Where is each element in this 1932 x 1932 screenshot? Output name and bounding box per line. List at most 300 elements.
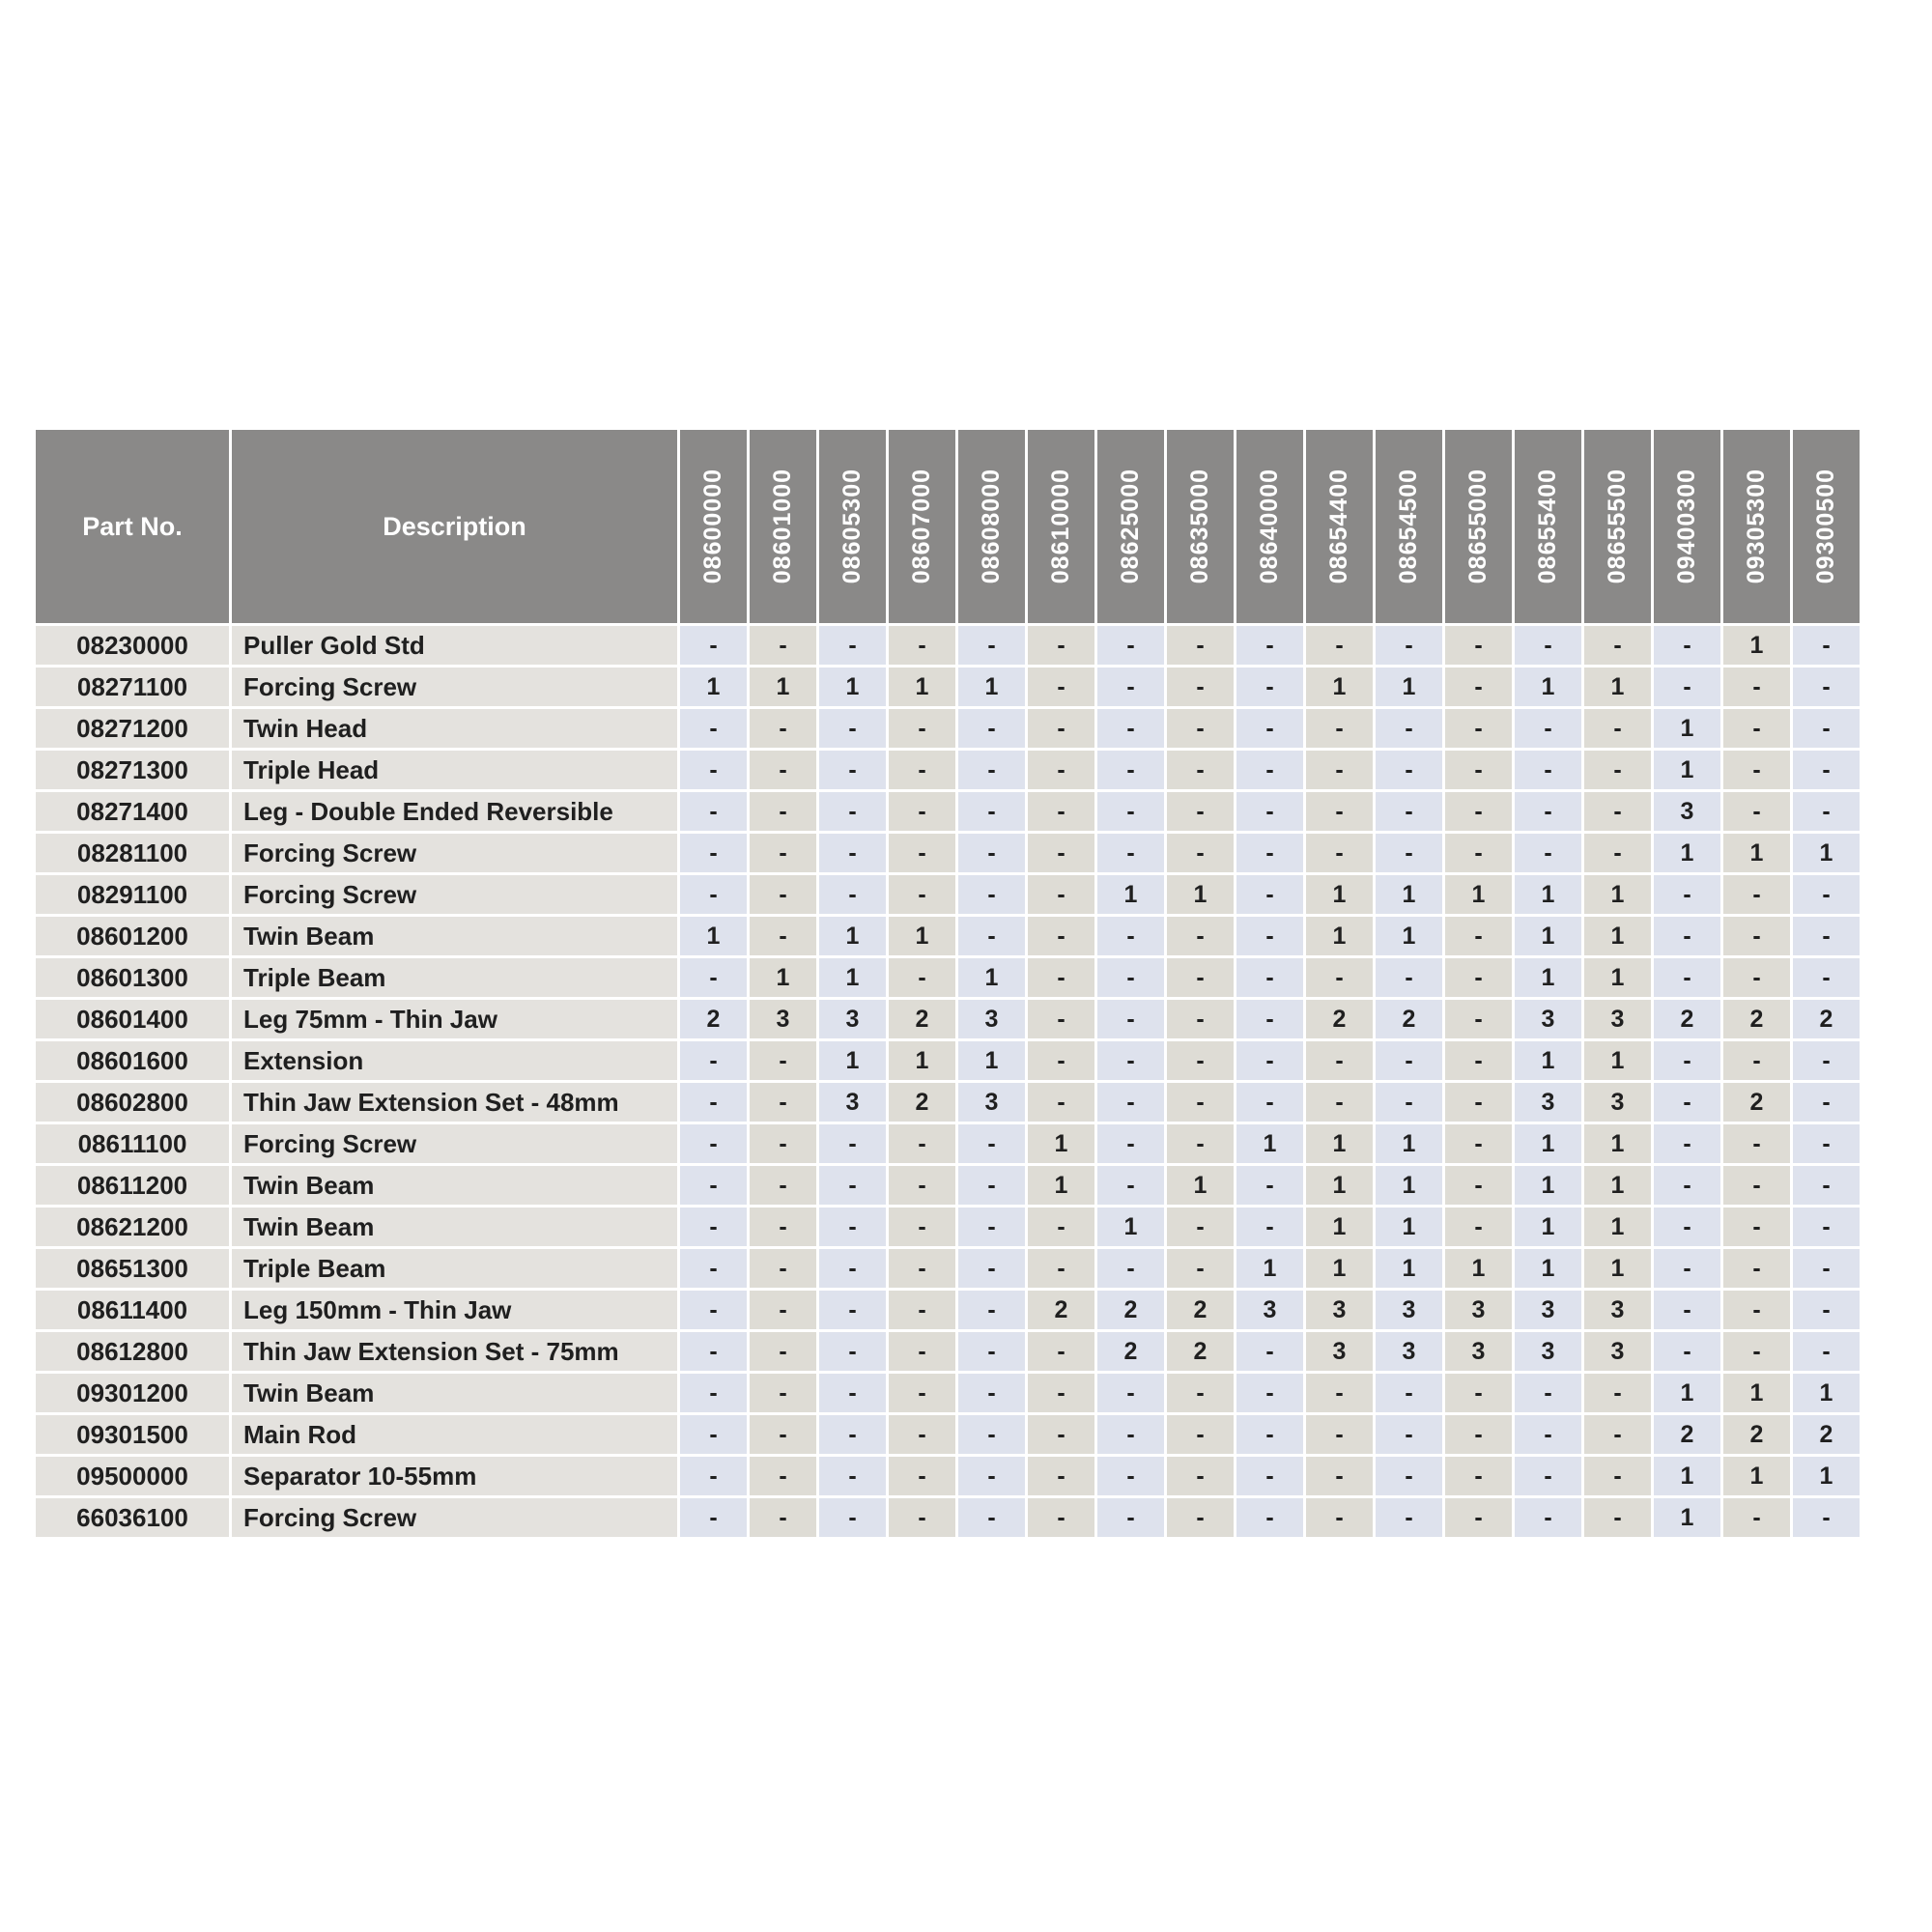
quantity-cell: - — [958, 834, 1025, 872]
quantity-cell: 2 — [1097, 1332, 1164, 1371]
quantity-cell: 1 — [1306, 1166, 1373, 1205]
row-description: Twin Head — [232, 709, 677, 748]
set-column-header — [1097, 430, 1164, 623]
quantity-cell: - — [1584, 709, 1651, 748]
quantity-cell: - — [1306, 709, 1373, 748]
quantity-cell: 1 — [680, 668, 747, 706]
quantity-cell: - — [958, 1124, 1025, 1163]
quantity-cell: - — [1584, 1415, 1651, 1454]
quantity-cell: - — [1028, 668, 1094, 706]
quantity-cell: - — [1723, 875, 1790, 914]
row-description: Twin Beam — [232, 1374, 677, 1412]
quantity-cell: - — [889, 1249, 955, 1288]
quantity-cell: 1 — [1306, 917, 1373, 955]
quantity-cell: 1 — [1515, 1208, 1581, 1246]
quantity-cell: 1 — [1723, 834, 1790, 872]
quantity-cell: - — [1028, 1498, 1094, 1537]
quantity-cell: - — [680, 1498, 747, 1537]
quantity-cell: - — [958, 1166, 1025, 1205]
quantity-cell: - — [680, 1374, 747, 1412]
quantity-cell: - — [1793, 1083, 1860, 1122]
quantity-cell: - — [958, 1332, 1025, 1371]
quantity-cell: - — [1723, 1249, 1790, 1288]
quantity-cell: 3 — [1306, 1291, 1373, 1329]
quantity-cell: 1 — [958, 668, 1025, 706]
quantity-cell: - — [1167, 1000, 1234, 1038]
quantity-cell: 3 — [750, 1000, 816, 1038]
quantity-cell: - — [1028, 1332, 1094, 1371]
quantity-cell: - — [1236, 1208, 1303, 1246]
row-description: Puller Gold Std — [232, 626, 677, 665]
quantity-cell: 1 — [1167, 1166, 1234, 1205]
quantity-cell: - — [750, 834, 816, 872]
quantity-cell: - — [1236, 1498, 1303, 1537]
quantity-cell: 3 — [1584, 1000, 1651, 1038]
quantity-cell: - — [1306, 1457, 1373, 1495]
quantity-cell: - — [1376, 1498, 1442, 1537]
quantity-cell: - — [1097, 958, 1164, 997]
quantity-cell: - — [1654, 668, 1720, 706]
quantity-cell: 2 — [1723, 1000, 1790, 1038]
set-column-header — [1723, 430, 1790, 623]
quantity-cell: 1 — [1515, 1249, 1581, 1288]
quantity-cell: 1 — [680, 917, 747, 955]
quantity-cell: - — [1167, 834, 1234, 872]
quantity-cell: - — [1654, 1332, 1720, 1371]
row-part-no: 08612800 — [36, 1332, 229, 1371]
quantity-cell: - — [1376, 1457, 1442, 1495]
row-description: Twin Beam — [232, 917, 677, 955]
quantity-cell: - — [1167, 709, 1234, 748]
quantity-cell: 3 — [1654, 792, 1720, 831]
quantity-cell: - — [1723, 1498, 1790, 1537]
set-column-header — [819, 430, 886, 623]
quantity-cell: 3 — [1445, 1291, 1512, 1329]
quantity-cell: 1 — [750, 668, 816, 706]
quantity-cell: - — [1236, 668, 1303, 706]
quantity-cell: - — [1097, 1166, 1164, 1205]
quantity-cell: - — [1236, 1166, 1303, 1205]
quantity-cell: - — [819, 834, 886, 872]
quantity-cell: - — [958, 875, 1025, 914]
quantity-cell: - — [1654, 1083, 1720, 1122]
quantity-cell: 1 — [1515, 1166, 1581, 1205]
quantity-cell: - — [1028, 626, 1094, 665]
rotated-header-text: 08607000 — [908, 469, 935, 584]
quantity-cell: - — [1445, 751, 1512, 789]
quantity-cell: - — [1097, 751, 1164, 789]
quantity-cell: - — [1584, 626, 1651, 665]
quantity-cell: 1 — [958, 1041, 1025, 1080]
quantity-cell: - — [1306, 1041, 1373, 1080]
quantity-cell: 2 — [1793, 1000, 1860, 1038]
quantity-cell: 1 — [1306, 875, 1373, 914]
set-column-header — [958, 430, 1025, 623]
quantity-cell: 1 — [1376, 875, 1442, 914]
quantity-cell: - — [1028, 1415, 1094, 1454]
quantity-cell: - — [1654, 1166, 1720, 1205]
quantity-cell: - — [1167, 1498, 1234, 1537]
quantity-cell: - — [680, 1332, 747, 1371]
rotated-header-text: 08640000 — [1256, 469, 1283, 584]
quantity-cell: 1 — [1515, 875, 1581, 914]
quantity-cell: - — [1793, 1291, 1860, 1329]
quantity-cell: - — [889, 1457, 955, 1495]
quantity-cell: - — [1376, 709, 1442, 748]
quantity-cell: - — [1236, 917, 1303, 955]
quantity-cell: - — [958, 626, 1025, 665]
quantity-cell: 3 — [1515, 1000, 1581, 1038]
quantity-cell: - — [680, 1208, 747, 1246]
quantity-cell: - — [680, 751, 747, 789]
quantity-cell: 1 — [1654, 834, 1720, 872]
quantity-cell: - — [1584, 751, 1651, 789]
quantity-cell: - — [1236, 958, 1303, 997]
set-column-header — [1306, 430, 1373, 623]
quantity-cell: - — [1167, 958, 1234, 997]
quantity-cell: 2 — [680, 1000, 747, 1038]
quantity-cell: - — [1723, 668, 1790, 706]
quantity-cell: - — [680, 1291, 747, 1329]
set-column-header — [1793, 430, 1860, 623]
quantity-cell: - — [1376, 1041, 1442, 1080]
quantity-cell: - — [1028, 792, 1094, 831]
quantity-cell: - — [1723, 1124, 1790, 1163]
quantity-cell: - — [1793, 958, 1860, 997]
quantity-cell: - — [1167, 751, 1234, 789]
row-part-no: 08271300 — [36, 751, 229, 789]
quantity-cell: - — [1236, 1083, 1303, 1122]
quantity-cell: 2 — [1654, 1000, 1720, 1038]
quantity-cell: 1 — [1376, 668, 1442, 706]
row-description: Leg 150mm - Thin Jaw — [232, 1291, 677, 1329]
quantity-cell: - — [1306, 626, 1373, 665]
quantity-cell: - — [889, 1291, 955, 1329]
quantity-cell: - — [680, 1124, 747, 1163]
quantity-cell: - — [750, 1208, 816, 1246]
quantity-cell: - — [1723, 1041, 1790, 1080]
quantity-cell: - — [819, 1415, 886, 1454]
quantity-cell: - — [1445, 917, 1512, 955]
quantity-cell: 2 — [1167, 1332, 1234, 1371]
quantity-cell: 3 — [1376, 1332, 1442, 1371]
quantity-cell: - — [1097, 1083, 1164, 1122]
quantity-cell: 1 — [1515, 917, 1581, 955]
quantity-cell: - — [1236, 1000, 1303, 1038]
quantity-cell: 1 — [1306, 1249, 1373, 1288]
quantity-cell: - — [680, 709, 747, 748]
quantity-cell: - — [1306, 792, 1373, 831]
row-part-no: 09301500 — [36, 1415, 229, 1454]
quantity-cell: - — [889, 626, 955, 665]
quantity-cell: - — [819, 751, 886, 789]
quantity-cell: 1 — [1515, 958, 1581, 997]
quantity-cell: - — [680, 792, 747, 831]
row-part-no: 08291100 — [36, 875, 229, 914]
row-description: Separator 10-55mm — [232, 1457, 677, 1495]
quantity-cell: 1 — [1584, 1208, 1651, 1246]
set-column-header — [1236, 430, 1303, 623]
quantity-cell: 2 — [1723, 1415, 1790, 1454]
quantity-cell: - — [750, 1415, 816, 1454]
quantity-cell: - — [1515, 1457, 1581, 1495]
row-part-no: 08271200 — [36, 709, 229, 748]
quantity-cell: - — [1515, 751, 1581, 789]
quantity-cell: 1 — [1306, 668, 1373, 706]
quantity-cell: - — [750, 1124, 816, 1163]
quantity-cell: 1 — [750, 958, 816, 997]
quantity-cell: - — [819, 1124, 886, 1163]
row-part-no: 09500000 — [36, 1457, 229, 1495]
quantity-cell: - — [1654, 626, 1720, 665]
rotated-header-text: 08655000 — [1464, 469, 1492, 584]
quantity-cell: 1 — [1654, 1374, 1720, 1412]
quantity-cell: - — [680, 834, 747, 872]
quantity-cell: - — [1236, 1332, 1303, 1371]
quantity-cell: - — [958, 792, 1025, 831]
quantity-cell: 1 — [1236, 1249, 1303, 1288]
quantity-cell: - — [680, 1041, 747, 1080]
quantity-cell: - — [889, 1166, 955, 1205]
quantity-cell: - — [1376, 1374, 1442, 1412]
row-description: Thin Jaw Extension Set - 48mm — [232, 1083, 677, 1122]
row-part-no: 08271400 — [36, 792, 229, 831]
quantity-cell: 3 — [819, 1083, 886, 1122]
quantity-cell: - — [1028, 958, 1094, 997]
quantity-cell: - — [958, 1457, 1025, 1495]
quantity-cell: - — [1097, 1457, 1164, 1495]
quantity-cell: 1 — [889, 668, 955, 706]
quantity-cell: 1 — [1584, 958, 1651, 997]
quantity-cell: - — [1584, 792, 1651, 831]
quantity-cell: - — [1097, 1374, 1164, 1412]
quantity-cell: - — [1097, 1041, 1164, 1080]
quantity-cell: - — [1515, 834, 1581, 872]
quantity-cell: - — [1306, 1374, 1373, 1412]
rotated-header-text: 08655500 — [1604, 469, 1631, 584]
quantity-cell: 3 — [1584, 1291, 1651, 1329]
quantity-cell: - — [1306, 751, 1373, 789]
quantity-cell: - — [1723, 1208, 1790, 1246]
quantity-cell: - — [1028, 1249, 1094, 1288]
quantity-cell: 1 — [1584, 1124, 1651, 1163]
row-part-no: 08601200 — [36, 917, 229, 955]
quantity-cell: - — [1376, 1083, 1442, 1122]
quantity-cell: - — [1376, 626, 1442, 665]
quantity-cell: 2 — [1376, 1000, 1442, 1038]
quantity-cell: 1 — [1723, 1374, 1790, 1412]
quantity-cell: 3 — [1584, 1332, 1651, 1371]
quantity-cell: - — [1515, 792, 1581, 831]
quantity-cell: 1 — [1445, 875, 1512, 914]
quantity-cell: - — [1793, 1208, 1860, 1246]
quantity-cell: 1 — [1584, 1041, 1651, 1080]
quantity-cell: - — [1097, 917, 1164, 955]
row-part-no: 08602800 — [36, 1083, 229, 1122]
quantity-cell: - — [1236, 875, 1303, 914]
quantity-cell: - — [750, 1498, 816, 1537]
quantity-cell: - — [1236, 1374, 1303, 1412]
quantity-cell: 1 — [1584, 1249, 1651, 1288]
quantity-cell: - — [1445, 1374, 1512, 1412]
quantity-cell: - — [1097, 792, 1164, 831]
quantity-cell: - — [1167, 626, 1234, 665]
quantity-cell: - — [1723, 792, 1790, 831]
quantity-cell: - — [1306, 1498, 1373, 1537]
quantity-cell: - — [819, 875, 886, 914]
row-part-no: 08651300 — [36, 1249, 229, 1288]
quantity-cell: - — [1793, 709, 1860, 748]
row-description: Twin Beam — [232, 1208, 677, 1246]
quantity-cell: - — [1445, 958, 1512, 997]
row-description: Twin Beam — [232, 1166, 677, 1205]
quantity-cell: 1 — [1306, 1208, 1373, 1246]
quantity-cell: 1 — [1654, 751, 1720, 789]
row-part-no: 08611200 — [36, 1166, 229, 1205]
quantity-cell: - — [1445, 1498, 1512, 1537]
quantity-cell: - — [1793, 626, 1860, 665]
row-description: Main Rod — [232, 1415, 677, 1454]
quantity-cell: - — [1793, 1124, 1860, 1163]
quantity-cell: 2 — [1793, 1415, 1860, 1454]
quantity-cell: - — [750, 1041, 816, 1080]
rotated-header-text: 08654400 — [1325, 469, 1352, 584]
quantity-cell: - — [889, 1208, 955, 1246]
quantity-cell: - — [1306, 1415, 1373, 1454]
quantity-cell: - — [1445, 1000, 1512, 1038]
quantity-cell: - — [1028, 709, 1094, 748]
quantity-cell: 2 — [1028, 1291, 1094, 1329]
rotated-header-text: 08625000 — [1117, 469, 1144, 584]
rotated-header-text: 08654500 — [1395, 469, 1422, 584]
quantity-cell: - — [750, 709, 816, 748]
quantity-cell: - — [1723, 958, 1790, 997]
quantity-cell: - — [1167, 1041, 1234, 1080]
row-part-no: 08281100 — [36, 834, 229, 872]
quantity-cell: 2 — [1306, 1000, 1373, 1038]
quantity-cell: 2 — [1654, 1415, 1720, 1454]
quantity-cell: - — [1793, 751, 1860, 789]
quantity-cell: - — [958, 709, 1025, 748]
quantity-cell: - — [750, 1457, 816, 1495]
quantity-cell: - — [680, 875, 747, 914]
quantity-cell: 1 — [819, 668, 886, 706]
rotated-header-text: 08610000 — [1047, 469, 1074, 584]
quantity-cell: - — [1028, 1083, 1094, 1122]
set-column-header — [1167, 430, 1234, 623]
quantity-cell: - — [680, 1249, 747, 1288]
quantity-cell: - — [750, 1083, 816, 1122]
quantity-cell: - — [1028, 1457, 1094, 1495]
row-description: Forcing Screw — [232, 875, 677, 914]
quantity-cell: - — [1515, 1498, 1581, 1537]
quantity-cell: - — [750, 792, 816, 831]
quantity-cell: - — [958, 751, 1025, 789]
quantity-cell: 1 — [1376, 1208, 1442, 1246]
quantity-cell: 3 — [1584, 1083, 1651, 1122]
quantity-cell: - — [1793, 1332, 1860, 1371]
quantity-cell: - — [1376, 1415, 1442, 1454]
row-description: Forcing Screw — [232, 834, 677, 872]
quantity-cell: 1 — [1515, 668, 1581, 706]
quantity-cell: - — [1097, 626, 1164, 665]
row-description: Triple Beam — [232, 1249, 677, 1288]
quantity-cell: - — [1376, 751, 1442, 789]
quantity-cell: - — [958, 1374, 1025, 1412]
row-part-no: 08601300 — [36, 958, 229, 997]
quantity-cell: - — [1097, 1498, 1164, 1537]
quantity-cell: - — [750, 626, 816, 665]
quantity-cell: - — [1584, 1498, 1651, 1537]
rotated-header-text: 08635000 — [1186, 469, 1213, 584]
quantity-cell: - — [750, 1291, 816, 1329]
set-column-header — [1376, 430, 1442, 623]
quantity-cell: - — [1306, 1083, 1373, 1122]
row-description: Leg 75mm - Thin Jaw — [232, 1000, 677, 1038]
quantity-cell: - — [680, 1457, 747, 1495]
quantity-cell: 3 — [1515, 1083, 1581, 1122]
quantity-cell: - — [819, 1374, 886, 1412]
quantity-cell: - — [1028, 875, 1094, 914]
quantity-cell: 1 — [889, 917, 955, 955]
quantity-cell: - — [889, 1498, 955, 1537]
quantity-cell: - — [1028, 751, 1094, 789]
quantity-cell: - — [1167, 917, 1234, 955]
quantity-cell: 3 — [819, 1000, 886, 1038]
row-part-no: 08271100 — [36, 668, 229, 706]
quantity-cell: - — [1723, 709, 1790, 748]
quantity-cell: - — [750, 917, 816, 955]
row-description: Forcing Screw — [232, 668, 677, 706]
quantity-cell: - — [819, 626, 886, 665]
quantity-cell: 3 — [1236, 1291, 1303, 1329]
description-column-header: Description — [232, 430, 677, 623]
quantity-cell: - — [889, 792, 955, 831]
rotated-header-text: 08608000 — [978, 469, 1005, 584]
quantity-cell: 1 — [1584, 917, 1651, 955]
rotated-header-text: 09300500 — [1812, 469, 1839, 584]
quantity-cell: - — [889, 709, 955, 748]
rotated-header-text: 08600000 — [699, 469, 726, 584]
quantity-cell: - — [1654, 1291, 1720, 1329]
quantity-cell: - — [750, 1332, 816, 1371]
quantity-cell: - — [1306, 834, 1373, 872]
quantity-cell: - — [889, 1374, 955, 1412]
row-part-no: 08601400 — [36, 1000, 229, 1038]
set-column-header — [889, 430, 955, 623]
quantity-cell: 1 — [1097, 875, 1164, 914]
quantity-cell: - — [889, 875, 955, 914]
set-column-header — [1515, 430, 1581, 623]
quantity-cell: - — [819, 1249, 886, 1288]
quantity-cell: - — [1445, 1208, 1512, 1246]
quantity-cell: - — [958, 1208, 1025, 1246]
quantity-cell: - — [819, 709, 886, 748]
quantity-cell: - — [819, 792, 886, 831]
quantity-cell: - — [1097, 1124, 1164, 1163]
set-column-header — [1584, 430, 1651, 623]
parts-compatibility-table — [36, 430, 1860, 1537]
quantity-cell: - — [1654, 917, 1720, 955]
quantity-cell: - — [1654, 1124, 1720, 1163]
quantity-cell: 1 — [1654, 1457, 1720, 1495]
quantity-cell: - — [1236, 1041, 1303, 1080]
quantity-cell: - — [1723, 1166, 1790, 1205]
quantity-cell: - — [1376, 958, 1442, 997]
quantity-cell: - — [1793, 1498, 1860, 1537]
row-description: Forcing Screw — [232, 1498, 677, 1537]
quantity-cell: - — [1445, 1041, 1512, 1080]
